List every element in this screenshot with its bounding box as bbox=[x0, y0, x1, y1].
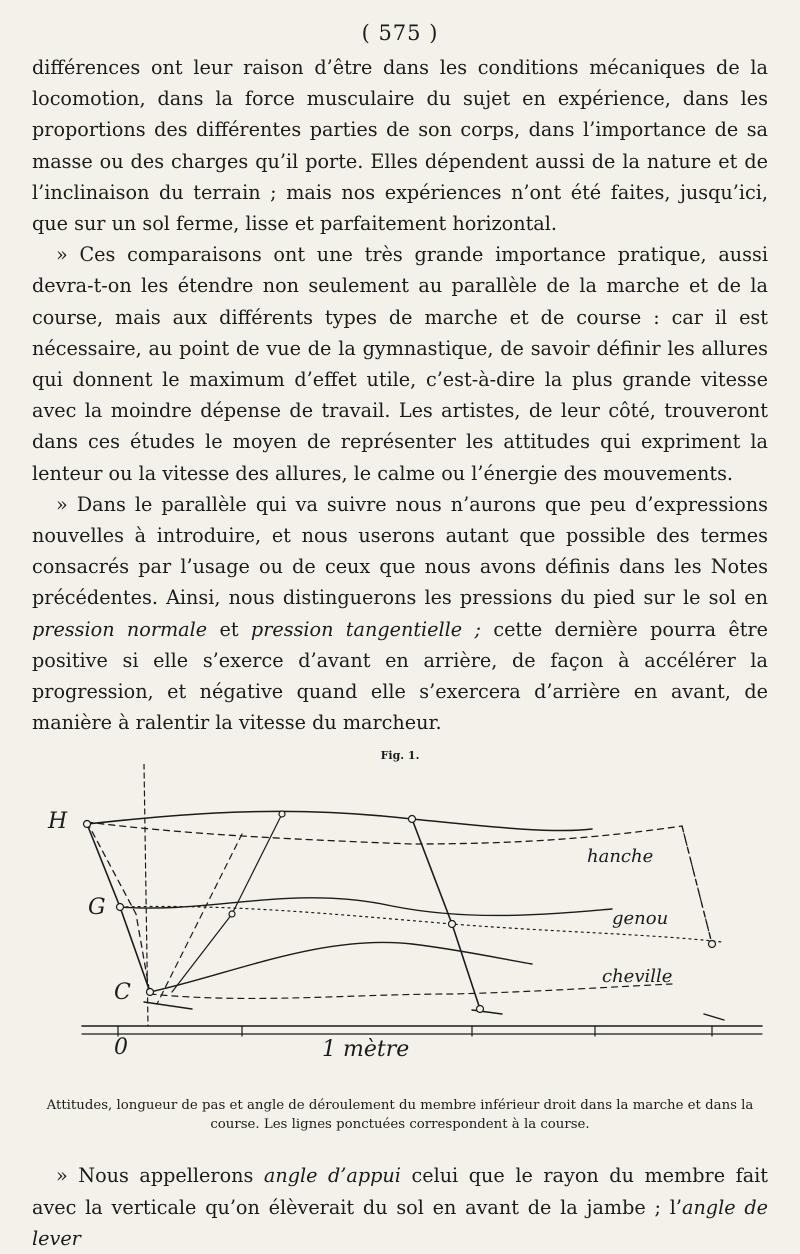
paragraph-4-text-a: » Nous appellerons bbox=[56, 1164, 264, 1188]
letter-g: G bbox=[88, 895, 106, 921]
joint-knee-2 bbox=[229, 911, 235, 917]
paragraph-2-text: » Ces comparaisons ont une très grande importance pratique, aussi devra-t-on les étendre non seulement au parallèle de la marche et de la course, mais aux différents types de marche et de course : car il est nécessaire, au point de vue de la gymnastique, de savoir définir les allures qui donnent le maximum d’effet utile, c’est-à-dire la plus grande vitesse avec la moindre dépense de travail. Les artistes, de leur côté, trouveront dans ces études le moyen de représenter les attitudes qui expriment la lenteur ou la vitesse des allures, le calme ou l’énergie des mouvements. bbox=[32, 243, 768, 485]
foot-mark-1 bbox=[144, 1002, 192, 1009]
letter-h: H bbox=[48, 809, 68, 835]
joint-hip-3 bbox=[409, 816, 416, 823]
hip-curve-run bbox=[87, 822, 682, 844]
joint-hip-2 bbox=[279, 811, 285, 817]
term-pression-tangentielle: pression tangentielle ; bbox=[250, 617, 481, 641]
paragraph-3-text-b: et bbox=[207, 617, 251, 641]
term-angle-de-lever: angle de lever bbox=[32, 1195, 768, 1250]
joint-knee-4 bbox=[709, 941, 716, 948]
figure-caption: Attitudes, longueur de pas et angle de déroulement du membre inférieur droit dans la marche et dans la course. Les lignes ponctuées correspondent à la course. bbox=[46, 1098, 754, 1133]
page bbox=[32, 18, 768, 1254]
paragraph-4 bbox=[32, 1160, 768, 1254]
joint-hip-1 bbox=[84, 821, 91, 828]
paragraph-4-text-b: celui que le rayon du membre fait avec la verticale qu’on élèverait du sol en avant de la jambe ; l’ bbox=[32, 1164, 768, 1219]
leg-run-2 bbox=[157, 834, 242, 1004]
foot-mark-3 bbox=[704, 1014, 724, 1020]
letter-c: C bbox=[114, 980, 131, 1006]
figure-diagram bbox=[32, 764, 768, 1094]
joint-knee-3 bbox=[449, 921, 456, 928]
paragraph-3-text-c: cette dernière pourra être positive si elle s’exerce d’avant en arrière, de façon à accélérer la progression, et négative quand elle s’exercera d’arrière en avant, de manière à ralentir la vitesse du marcheur. bbox=[32, 617, 769, 735]
curve-label-cheville: cheville bbox=[602, 966, 673, 988]
joint-ankle-1 bbox=[147, 989, 154, 996]
ankle-curve-walk bbox=[150, 943, 532, 993]
scale-label: 1 mètre bbox=[322, 1037, 410, 1063]
paragraph-1-text: différences ont leur raison d’être dans les conditions mécaniques de la locomotion, dans la force musculaire du sujet en expérience, dans les proportions des différentes parties de son corps, dans l’importance de sa masse ou des charges qu’il porte. Elles dépendent aussi de la nature et de l’inclinaison du terrain ; mais nos expériences n’ont été faites, jusqu’ici, que sur un sol ferme, lisse et parfaitement horizontal. bbox=[32, 56, 768, 236]
curve-label-genou: genou bbox=[612, 908, 669, 930]
ankle-curve-run bbox=[150, 984, 672, 998]
joint-ankle-3 bbox=[477, 1006, 484, 1013]
term-pression-normale: pression normale bbox=[32, 617, 208, 641]
figure-label: Fig. 1. bbox=[380, 749, 420, 763]
curve-label-hanche: hanche bbox=[587, 846, 654, 868]
figure-drawing bbox=[32, 764, 768, 1094]
hip-curve-walk bbox=[87, 812, 592, 831]
paragraph-2 bbox=[32, 239, 768, 489]
letter-zero: 0 bbox=[114, 1035, 128, 1061]
term-angle-d-appui: angle d’appui bbox=[263, 1164, 401, 1188]
paragraph-1 bbox=[32, 52, 768, 239]
paragraph-3-text-a: » Dans le parallèle qui va suivre nous n’aurons que peu d’expressions nouvelles à introduire, et nous userons autant que possible des termes consacrés par l’usage ou de ceux que nous avons définis dans les Notes précédentes. Ainsi, nous distinguerons les pressions du pied sur le sol en bbox=[32, 492, 768, 610]
joint-knee-1 bbox=[117, 904, 124, 911]
paragraph-3 bbox=[32, 489, 768, 739]
page-number: ( 575 ) bbox=[361, 21, 439, 45]
